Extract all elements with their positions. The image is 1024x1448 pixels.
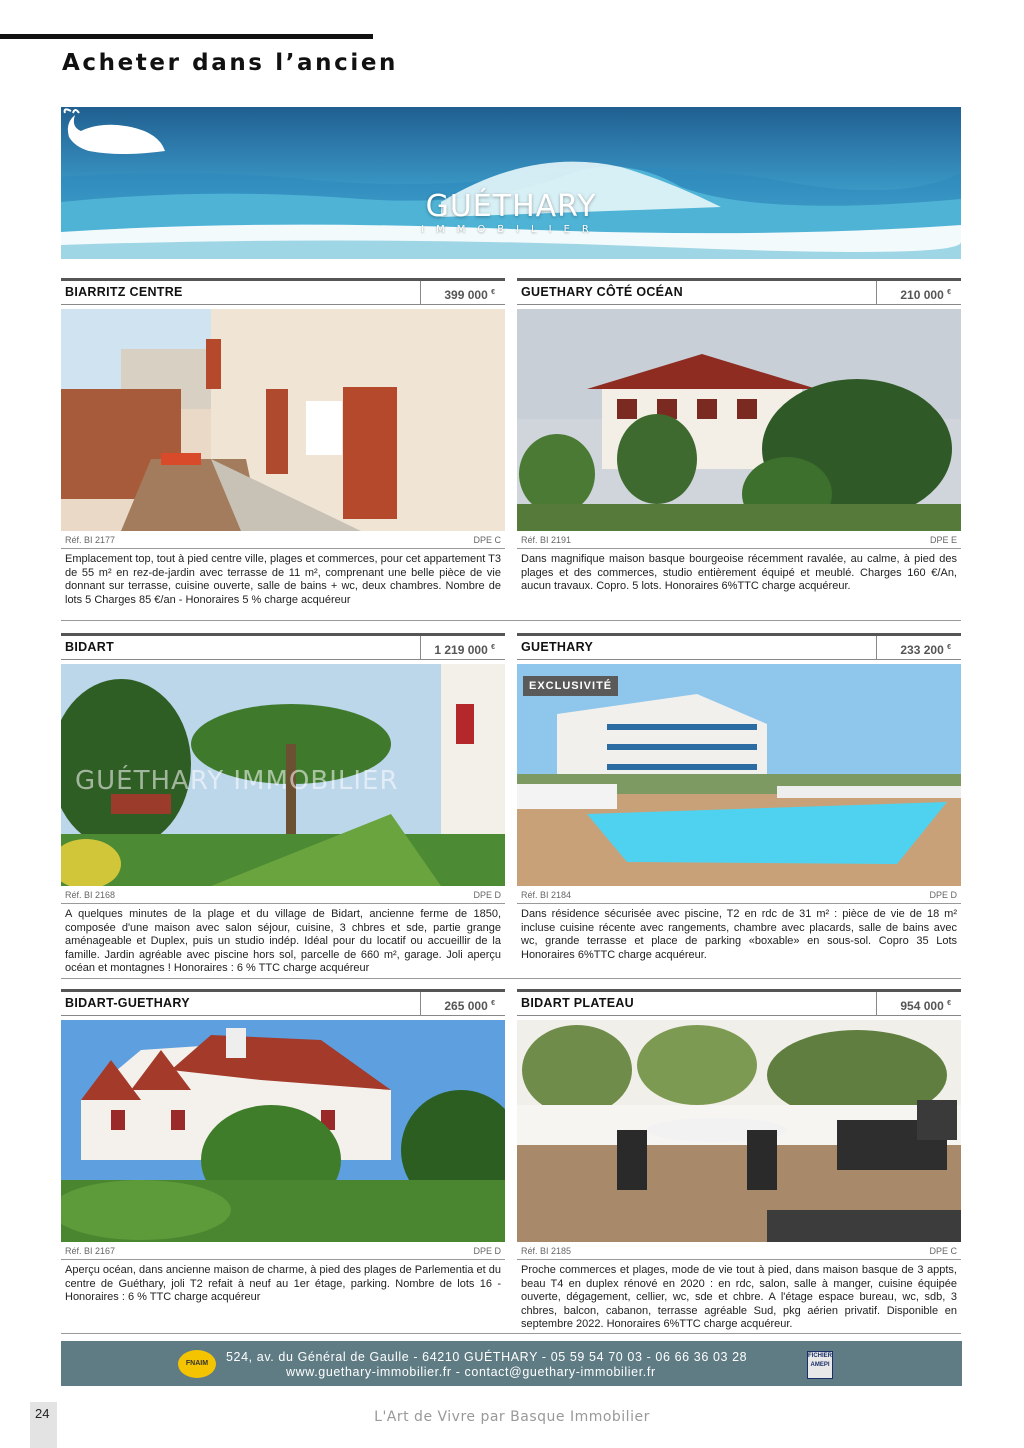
photo-watermark: GUÉTHARY IMMOBILIER (75, 766, 399, 796)
listing-price: 265 000 € (420, 992, 505, 1015)
fnaim-logo: FNAIM (178, 1350, 216, 1378)
listing-price: 399 000 € (420, 281, 505, 304)
agency-banner (61, 107, 961, 259)
listing-ref: Réf. BI 2177 (65, 535, 116, 545)
listing-meta (61, 1245, 505, 1260)
listing-city: BIDART PLATEAU (521, 996, 634, 1010)
listing-meta (61, 889, 505, 904)
listing-city: GUETHARY CÔTÉ OCÉAN (521, 285, 683, 299)
listing-description: Dans magnifique maison basque bourgeoise récemment ravalée, au calme, à pied des plages et des commerces, studio entièrement équipé et meublé. Charges 160 €/An, aucun travaux. Copro. 5 lots. Honoraires 6%TTC charge acquéreur. (521, 553, 957, 592)
listing-meta (517, 889, 961, 904)
listing-meta (517, 1245, 961, 1260)
row-divider (61, 1333, 961, 1334)
footer-address: 524, av. du Général de Gaulle - 64210 GUÉTHARY - 05 59 54 70 03 - 06 66 36 03 28 (226, 1350, 748, 1364)
exclusive-badge: EXCLUSIVITÉ (523, 676, 618, 696)
listing-city: BIDART-GUETHARY (65, 996, 190, 1010)
listing-city: BIARRITZ CENTRE (65, 285, 183, 299)
listing-card (61, 989, 505, 1305)
whale-logo-icon (61, 107, 171, 157)
listing-photo (61, 309, 505, 531)
listing-price: 954 000 € (876, 992, 961, 1015)
listing-price: 210 000 € (876, 281, 961, 304)
row-divider (61, 978, 961, 979)
listing-card (61, 278, 505, 607)
listing-ref: Réf. BI 2184 (521, 890, 572, 900)
listing-header (517, 633, 961, 660)
listing-ref: Réf. BI 2167 (65, 1246, 116, 1256)
top-rule (0, 34, 373, 39)
listing-description: A quelques minutes de la plage et du village de Bidart, ancienne ferme de 1850, composée d'une maison avec salon séjour, cuisine, 3 chbres et sde, partie grange aménageable et Duplex, puis un studio indép. Idéal pour du locatif ou accueillir de la famille. Jardin agréable avec piscine hors sol, parcelle de 660 m², garage. Joli aperçu océan et montagnes ! Honoraires : 6 % TTC charge acquéreur (65, 908, 501, 974)
listing-photo (61, 664, 505, 886)
listing-dpe: DPE E (929, 535, 957, 545)
listing-header (61, 278, 505, 305)
listing-meta (517, 534, 961, 549)
listing-ref: Réf. BI 2191 (521, 535, 572, 545)
listing-dpe: DPE D (473, 1246, 501, 1256)
listing-card (517, 278, 961, 594)
listing-dpe: DPE C (473, 535, 501, 545)
listing-price: 233 200 € (876, 636, 961, 659)
listing-photo (517, 309, 961, 531)
listing-ref: Réf. BI 2185 (521, 1246, 572, 1256)
listing-photo (61, 1020, 505, 1242)
page-tagline: L'Art de Vivre par Basque Immobilier (374, 1409, 650, 1425)
listing-dpe: DPE C (929, 1246, 957, 1256)
amepi-logo: FICHIER AMEPI (807, 1351, 833, 1379)
listing-dpe: DPE D (929, 890, 957, 900)
wave-illustration (61, 107, 961, 259)
listing-card (61, 633, 505, 976)
listing-city: BIDART (65, 640, 115, 654)
page-number: 24 (35, 1406, 50, 1421)
listing-card (517, 633, 961, 962)
page-title: Acheter dans l’ancien (62, 50, 399, 76)
agency-footer (61, 1341, 962, 1386)
listing-price: 1 219 000 € (420, 636, 505, 659)
listing-card (517, 989, 961, 1332)
listing-header (517, 989, 961, 1016)
footer-contact[interactable]: www.guethary-immobilier.fr - contact@guethary-immobilier.fr (286, 1365, 656, 1379)
listing-dpe: DPE D (473, 890, 501, 900)
listing-photo (517, 1020, 961, 1242)
listing-header (61, 989, 505, 1016)
listing-meta (61, 534, 505, 549)
listing-description: Dans résidence sécurisée avec piscine, T2 en rdc de 31 m² : pièce de vie de 18 m² incluse cuisine récente avec rangements, chambre avec placards, salle de bains avec wc, grande terrasse et place de parking «boxable» en sous-sol. Copro 35 Lots Honoraires 6%TTC charge acquéreur. (521, 908, 957, 961)
listing-description: Proche commerces et plages, mode de vie tout à pied, dans maison basque de 3 appts, beau T4 en duplex rénové en 2020 : en rdc, salon, salle à manger, cuisine équipée ouverte, dégagement, cellier, wc, sde et chbre. A l'étage espace bureau, wc, sdb, 3 chbres, balcon, cabanon, terrasse agréable Sud, pkg aérien privatif. Disponible en septembre 2022. Honoraires 6%TTC charge acquéreur. (521, 1264, 957, 1330)
listing-city: GUETHARY (521, 640, 594, 654)
row-divider (61, 620, 961, 621)
brand-name: GUÉTHARY (425, 189, 597, 224)
listing-description: Emplacement top, tout à pied centre ville, plages et commerces, pour cet appartement T3 de 55 m² en rez-de-jardin avec terrasse de 11 m², comprenant une belle pièce de vie donnant sur terrasse, cuisine ouverte, salle de bains + wc, deux chambres. Nombre de lots 5 Charges 85 €/an - Honoraires 5 % charge acquéreur (65, 553, 501, 606)
listing-ref: Réf. BI 2168 (65, 890, 116, 900)
listing-description: Aperçu océan, dans ancienne maison de charme, à pied des plages de Parlementia et du centre de Guéthary, joli T2 refait à neuf au 1er étage, parking. Nombre de lots 16 - Honoraires : 6 % TTC charge acquéreur (65, 1264, 502, 1303)
listing-header (61, 633, 505, 660)
listing-photo (517, 664, 961, 886)
brand-subtitle: IMMOBILIER (421, 224, 601, 235)
listing-header (517, 278, 961, 305)
